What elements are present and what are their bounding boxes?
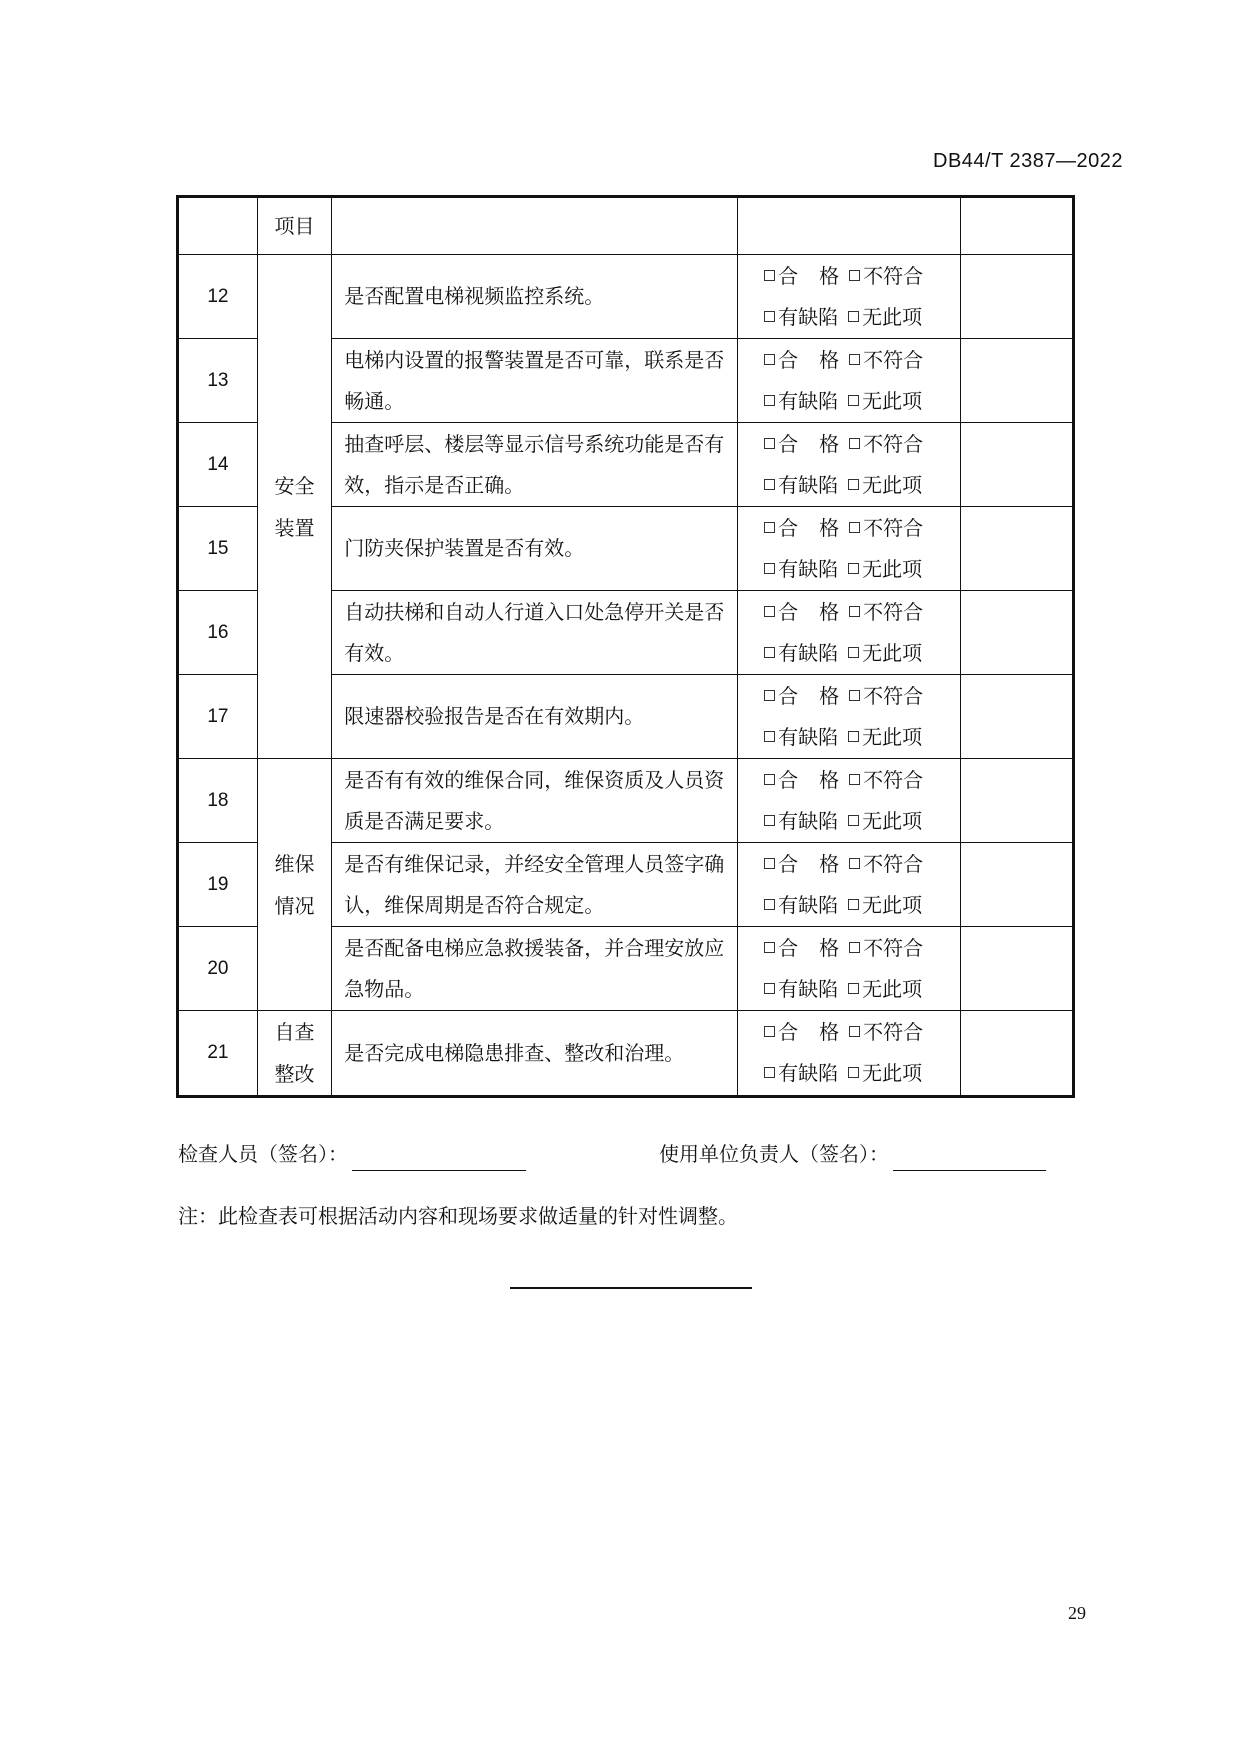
checkbox-icon[interactable] xyxy=(764,354,775,365)
option-defective[interactable]: 有缺陷 xyxy=(764,633,838,674)
remark-cell[interactable] xyxy=(961,1011,1074,1097)
result-options xyxy=(738,1011,961,1097)
table-row xyxy=(178,759,1074,843)
checkbox-icon[interactable] xyxy=(848,395,859,406)
option-defective[interactable]: 有缺陷 xyxy=(764,717,838,758)
check-content: 是否配备电梯应急救援装备，并合理安放应急物品。 xyxy=(332,927,738,1011)
check-content: 是否有维保记录，并经安全管理人员签字确认，维保周期是否符合规定。 xyxy=(332,843,738,927)
checkbox-icon[interactable] xyxy=(764,438,775,449)
unit-head-signature-line[interactable] xyxy=(893,1146,1046,1171)
checkbox-icon[interactable] xyxy=(848,815,859,826)
option-not-applicable[interactable]: 无此项 xyxy=(848,297,922,338)
checkbox-icon[interactable] xyxy=(764,479,775,490)
row-number: 13 xyxy=(178,339,258,423)
option-nonconforming[interactable]: 不符合 xyxy=(849,844,923,885)
option-not-applicable[interactable]: 无此项 xyxy=(848,801,922,842)
checkbox-icon[interactable] xyxy=(764,774,775,785)
option-defective[interactable]: 有缺陷 xyxy=(764,465,838,506)
option-not-applicable[interactable]: 无此项 xyxy=(848,885,922,926)
option-qualified[interactable]: 合格 xyxy=(764,928,839,969)
checkbox-icon[interactable] xyxy=(764,1067,775,1078)
option-qualified[interactable]: 合格 xyxy=(764,760,839,801)
checkbox-icon[interactable] xyxy=(764,983,775,994)
checkbox-icon[interactable] xyxy=(764,899,775,910)
checkbox-icon[interactable] xyxy=(764,858,775,869)
remark-cell[interactable] xyxy=(961,339,1074,423)
option-qualified[interactable]: 合格 xyxy=(764,340,839,381)
option-qualified[interactable]: 合格 xyxy=(764,1012,839,1053)
check-content: 是否完成电梯隐患排查、整改和治理。 xyxy=(332,1011,738,1097)
checkbox-icon[interactable] xyxy=(764,563,775,574)
unit-head-signature-label: 使用单位负责人（签名）： xyxy=(659,1142,889,1166)
row-number: 17 xyxy=(178,675,258,759)
table-row xyxy=(178,1011,1074,1097)
option-qualified[interactable]: 合格 xyxy=(764,508,839,549)
checkbox-icon[interactable] xyxy=(848,899,859,910)
checkbox-icon[interactable] xyxy=(848,647,859,658)
option-qualified[interactable]: 合格 xyxy=(764,424,839,465)
document-code: DB44/T 2387—2022 xyxy=(933,150,1123,172)
option-nonconforming[interactable]: 不符合 xyxy=(849,340,923,381)
remark-cell[interactable] xyxy=(961,843,1074,927)
option-nonconforming[interactable]: 不符合 xyxy=(849,592,923,633)
result-options xyxy=(738,255,961,339)
remark-cell[interactable] xyxy=(961,759,1074,843)
checkbox-icon[interactable] xyxy=(849,942,860,953)
page-number: 29 xyxy=(1068,1603,1086,1623)
result-options xyxy=(738,843,961,927)
row-number: 21 xyxy=(178,1011,258,1097)
option-not-applicable[interactable]: 无此项 xyxy=(848,717,922,758)
checkbox-icon[interactable] xyxy=(848,1067,859,1078)
option-not-applicable[interactable]: 无此项 xyxy=(848,1053,922,1094)
option-not-applicable[interactable]: 无此项 xyxy=(848,381,922,422)
remark-cell[interactable] xyxy=(961,591,1074,675)
check-content: 是否有有效的维保合同，维保资质及人员资质是否满足要求。 xyxy=(332,759,738,843)
row-number: 20 xyxy=(178,927,258,1011)
inspector-signature xyxy=(178,1138,526,1171)
checkbox-icon[interactable] xyxy=(764,270,775,281)
checkbox-icon[interactable] xyxy=(764,606,775,617)
option-not-applicable[interactable]: 无此项 xyxy=(848,465,922,506)
option-defective[interactable]: 有缺陷 xyxy=(764,297,838,338)
result-options xyxy=(738,423,961,507)
option-not-applicable[interactable]: 无此项 xyxy=(848,633,922,674)
option-defective[interactable]: 有缺陷 xyxy=(764,1053,838,1094)
checkbox-icon[interactable] xyxy=(764,815,775,826)
row-number: 12 xyxy=(178,255,258,339)
option-defective[interactable]: 有缺陷 xyxy=(764,801,838,842)
checkbox-icon[interactable] xyxy=(848,983,859,994)
checkbox-icon[interactable] xyxy=(849,270,860,281)
option-qualified[interactable]: 合格 xyxy=(764,256,839,297)
option-qualified[interactable]: 合格 xyxy=(764,592,839,633)
remark-cell[interactable] xyxy=(961,255,1074,339)
result-options xyxy=(738,759,961,843)
inspector-signature-label: 检查人员（签名）： xyxy=(178,1142,348,1166)
header-cell-result xyxy=(738,197,961,255)
option-qualified[interactable]: 合格 xyxy=(764,676,839,717)
checkbox-icon[interactable] xyxy=(764,395,775,406)
table-header-row xyxy=(178,197,1074,255)
checkbox-icon[interactable] xyxy=(764,690,775,701)
footnote: 注：此检查表可根据活动内容和现场要求做适量的针对性调整。 xyxy=(178,1204,738,1228)
remark-cell[interactable] xyxy=(961,507,1074,591)
signature-row xyxy=(178,1138,1073,1170)
check-content: 限速器校验报告是否在有效期内。 xyxy=(332,675,738,759)
category-cell xyxy=(257,759,331,1011)
option-nonconforming[interactable]: 不符合 xyxy=(849,256,923,297)
checkbox-icon[interactable] xyxy=(764,731,775,742)
option-defective[interactable]: 有缺陷 xyxy=(764,969,838,1010)
check-content: 门防夹保护装置是否有效。 xyxy=(332,507,738,591)
check-content: 是否配置电梯视频监控系统。 xyxy=(332,255,738,339)
category-label: 情况 xyxy=(274,893,315,918)
header-cell-content xyxy=(332,197,738,255)
checkbox-icon[interactable] xyxy=(849,690,860,701)
category-label: 装置 xyxy=(274,515,315,540)
checkbox-icon[interactable] xyxy=(849,774,860,785)
inspector-signature-line[interactable] xyxy=(352,1146,526,1171)
checkbox-icon[interactable] xyxy=(764,1026,775,1037)
header-cell-item: 项目 xyxy=(257,197,331,255)
checkbox-icon[interactable] xyxy=(848,311,859,322)
option-qualified[interactable]: 合格 xyxy=(764,844,839,885)
table-row xyxy=(178,255,1074,339)
checkbox-icon[interactable] xyxy=(849,606,860,617)
row-number: 14 xyxy=(178,423,258,507)
result-options xyxy=(738,927,961,1011)
checkbox-icon[interactable] xyxy=(848,731,859,742)
checkbox-icon[interactable] xyxy=(764,311,775,322)
header-cell-remark xyxy=(961,197,1074,255)
category-label: 整改 xyxy=(274,1062,315,1086)
checkbox-icon[interactable] xyxy=(849,354,860,365)
category-label: 安全 xyxy=(274,473,315,498)
checkbox-icon[interactable] xyxy=(764,522,775,533)
checkbox-icon[interactable] xyxy=(849,438,860,449)
check-content: 电梯内设置的报警装置是否可靠，联系是否畅通。 xyxy=(332,339,738,423)
result-options xyxy=(738,507,961,591)
option-nonconforming[interactable]: 不符合 xyxy=(849,760,923,801)
option-nonconforming[interactable]: 不符合 xyxy=(849,928,923,969)
category-label: 自查 xyxy=(274,1020,315,1044)
remark-cell[interactable] xyxy=(961,423,1074,507)
category-cell xyxy=(257,255,331,759)
option-defective[interactable]: 有缺陷 xyxy=(764,885,838,926)
option-nonconforming[interactable]: 不符合 xyxy=(849,676,923,717)
row-number: 16 xyxy=(178,591,258,675)
row-number: 15 xyxy=(178,507,258,591)
check-content: 抽查呼层、楼层等显示信号系统功能是否有效，指示是否正确。 xyxy=(332,423,738,507)
remark-cell[interactable] xyxy=(961,675,1074,759)
category-label: 维保 xyxy=(274,851,315,876)
option-defective[interactable]: 有缺陷 xyxy=(764,549,838,590)
option-not-applicable[interactable]: 无此项 xyxy=(848,549,922,590)
checkbox-icon[interactable] xyxy=(848,563,859,574)
result-options xyxy=(738,675,961,759)
check-content: 自动扶梯和自动人行道入口处急停开关是否有效。 xyxy=(332,591,738,675)
checkbox-icon[interactable] xyxy=(849,858,860,869)
checkbox-icon[interactable] xyxy=(848,479,859,490)
unit-head-signature xyxy=(659,1138,1046,1171)
option-nonconforming[interactable]: 不符合 xyxy=(849,508,923,549)
end-divider xyxy=(510,1287,752,1289)
option-nonconforming[interactable]: 不符合 xyxy=(849,424,923,465)
header-cell-no xyxy=(178,197,258,255)
option-nonconforming[interactable]: 不符合 xyxy=(849,1012,923,1053)
remark-cell[interactable] xyxy=(961,927,1074,1011)
checkbox-icon[interactable] xyxy=(764,647,775,658)
result-options xyxy=(738,591,961,675)
checkbox-icon[interactable] xyxy=(849,1026,860,1037)
result-options xyxy=(738,339,961,423)
option-not-applicable[interactable]: 无此项 xyxy=(848,969,922,1010)
row-number: 19 xyxy=(178,843,258,927)
category-cell xyxy=(257,1011,331,1097)
inspection-checklist-table xyxy=(176,195,1075,1098)
checkbox-icon[interactable] xyxy=(764,942,775,953)
option-defective[interactable]: 有缺陷 xyxy=(764,381,838,422)
checkbox-icon[interactable] xyxy=(849,522,860,533)
row-number: 18 xyxy=(178,759,258,843)
